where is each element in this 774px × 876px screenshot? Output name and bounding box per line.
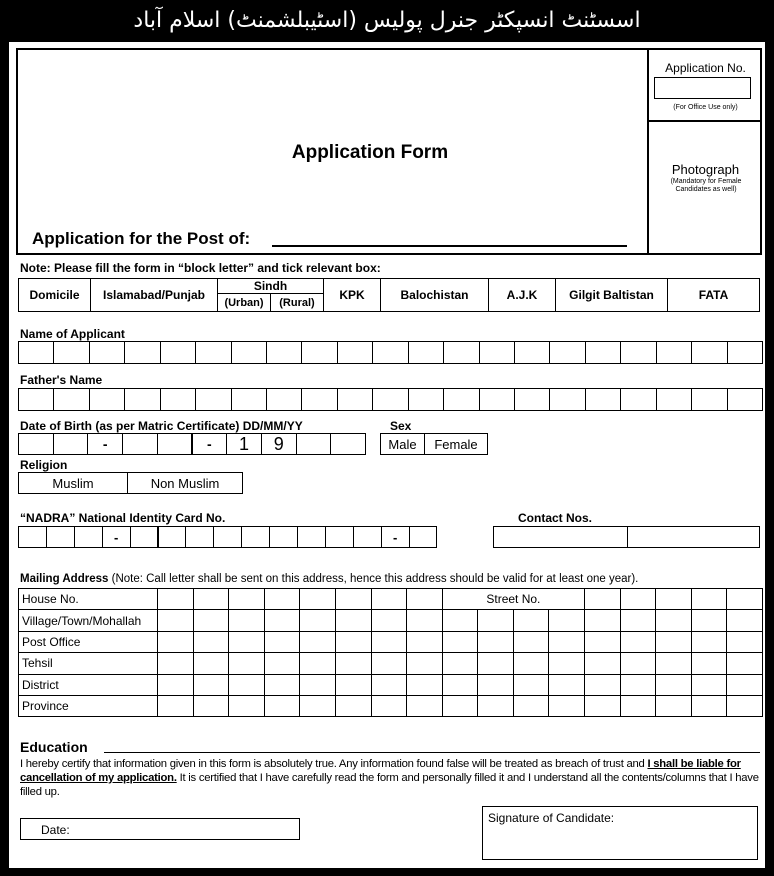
dob-box: 1: [226, 433, 262, 455]
education-label: Education: [20, 739, 88, 755]
address-char-box[interactable]: [335, 631, 372, 653]
father-name-char-box[interactable]: [656, 388, 692, 411]
name-char-box[interactable]: [301, 341, 337, 364]
name-char-box[interactable]: [266, 341, 302, 364]
address-char-box[interactable]: [299, 674, 336, 696]
address-char-box[interactable]: [584, 695, 621, 717]
father-name-char-box[interactable]: [301, 388, 337, 411]
signature-field[interactable]: [482, 806, 758, 860]
address-char-box[interactable]: [371, 674, 408, 696]
address-char-box[interactable]: [299, 652, 336, 674]
address-row-label: Province: [18, 695, 158, 717]
name-char-box[interactable]: [124, 341, 160, 364]
address-char-box[interactable]: [691, 588, 728, 610]
urdu-header: اسسٹنٹ انسپکٹر جنرل پولیس (اسٹیبلشمنٹ) اسلام آباد: [133, 8, 641, 33]
cnic-box[interactable]: [325, 526, 354, 548]
address-char-box[interactable]: [157, 674, 194, 696]
address-char-box[interactable]: [691, 674, 728, 696]
father-name-char-box[interactable]: [124, 388, 160, 411]
cnic-box[interactable]: [213, 526, 242, 548]
address-char-box[interactable]: [726, 631, 763, 653]
address-char-box[interactable]: [477, 609, 514, 631]
date-label: Date:: [41, 823, 70, 837]
cnic-label: “NADRA” National Identity Card No.: [20, 511, 226, 525]
father-name-char-box[interactable]: [231, 388, 267, 411]
address-char-box[interactable]: [228, 652, 265, 674]
address-char-box[interactable]: [655, 674, 692, 696]
certify-emphasis: I shall be liable for cancellation of my application.: [20, 758, 741, 784]
address-char-box[interactable]: [477, 631, 514, 653]
father-name-char-box[interactable]: [266, 388, 302, 411]
right-column: [647, 48, 649, 255]
domicile-sindh-rural[interactable]: (Rural): [270, 293, 324, 312]
father-name-char-box[interactable]: [443, 388, 479, 411]
father-name-char-box[interactable]: [337, 388, 373, 411]
address-char-box[interactable]: [548, 695, 585, 717]
name-char-box[interactable]: [514, 341, 550, 364]
dob-box[interactable]: [296, 433, 332, 455]
father-name-char-box[interactable]: [620, 388, 656, 411]
sex-female[interactable]: Female: [424, 433, 488, 455]
address-char-box[interactable]: [726, 695, 763, 717]
office-use-note: (For Office Use only): [673, 104, 738, 111]
address-char-box[interactable]: [228, 588, 265, 610]
address-char-box[interactable]: [157, 588, 194, 610]
dob-box[interactable]: [157, 433, 193, 455]
app-no-label: Application No.: [665, 61, 746, 75]
father-name-char-box[interactable]: [514, 388, 550, 411]
domicile-islamabad-punjab[interactable]: Islamabad/Punjab: [90, 278, 218, 312]
address-char-box[interactable]: [406, 609, 443, 631]
father-name-char-box[interactable]: [195, 388, 231, 411]
post-input[interactable]: [272, 245, 627, 247]
name-char-box[interactable]: [479, 341, 515, 364]
address-char-box[interactable]: [371, 609, 408, 631]
address-char-box[interactable]: [477, 652, 514, 674]
father-name-char-box[interactable]: [408, 388, 444, 411]
form-title: Application Form: [291, 142, 449, 163]
domicile-sindh: Sindh: [217, 278, 324, 294]
name-char-box[interactable]: [691, 341, 727, 364]
address-char-box[interactable]: [442, 631, 479, 653]
address-row-label: Village/Town/Mohallah: [18, 609, 158, 631]
address-char-box[interactable]: [513, 695, 550, 717]
father-name-char-box[interactable]: [89, 388, 125, 411]
domicile-label: Domicile: [18, 278, 91, 312]
address-char-box[interactable]: [655, 588, 692, 610]
address-char-box[interactable]: [655, 631, 692, 653]
address-char-box[interactable]: [371, 631, 408, 653]
father-name-char-box[interactable]: [549, 388, 585, 411]
contact-label: Contact Nos.: [518, 511, 593, 525]
photo-note: (Mandatory for Female Candidates as well): [670, 178, 742, 193]
address-char-box[interactable]: [584, 652, 621, 674]
address-char-box[interactable]: [691, 652, 728, 674]
name-char-box[interactable]: [585, 341, 621, 364]
name-char-box[interactable]: [160, 341, 196, 364]
address-char-box[interactable]: [264, 695, 301, 717]
father-name-char-box[interactable]: [372, 388, 408, 411]
address-char-box[interactable]: [193, 609, 230, 631]
address-char-box[interactable]: [264, 631, 301, 653]
address-char-box[interactable]: [620, 652, 657, 674]
address-char-box[interactable]: [406, 674, 443, 696]
father-name-char-box[interactable]: [691, 388, 727, 411]
address-char-box[interactable]: [193, 674, 230, 696]
name-char-box[interactable]: [337, 341, 373, 364]
address-char-box[interactable]: [335, 674, 372, 696]
address-char-box[interactable]: [726, 652, 763, 674]
cnic-box[interactable]: [158, 526, 187, 548]
address-char-box[interactable]: [548, 652, 585, 674]
address-char-box[interactable]: [193, 695, 230, 717]
name-char-box[interactable]: [372, 341, 408, 364]
address-char-box[interactable]: [620, 674, 657, 696]
dob-box[interactable]: [122, 433, 158, 455]
address-row-label: Tehsil: [18, 652, 158, 674]
address-char-box[interactable]: [406, 631, 443, 653]
cnic-box[interactable]: [18, 526, 47, 548]
address-char-box[interactable]: [655, 652, 692, 674]
address-char-box[interactable]: [584, 674, 621, 696]
religion-label: Religion: [20, 458, 68, 472]
address-char-box[interactable]: [299, 631, 336, 653]
post-label: Application for the Post of:: [32, 229, 251, 248]
cnic-box[interactable]: [241, 526, 270, 548]
father-name-char-box[interactable]: [585, 388, 621, 411]
dob-box: 9: [261, 433, 297, 455]
domicile-sindh-urban[interactable]: (Urban): [217, 293, 271, 312]
dob-box: -: [192, 433, 228, 455]
religion-non-muslim[interactable]: Non Muslim: [127, 472, 243, 494]
name-char-box[interactable]: [620, 341, 656, 364]
cnic-box[interactable]: [185, 526, 214, 548]
cnic-box[interactable]: [130, 526, 159, 548]
street-no-label: Street No.: [442, 588, 585, 610]
domicile-fata[interactable]: FATA: [667, 278, 760, 312]
father-name-char-box[interactable]: [18, 388, 54, 411]
address-note: (Note: Call letter shall be sent on this address, hence this address should be valid for at least one year).: [111, 573, 639, 585]
sex-male[interactable]: Male: [380, 433, 425, 455]
address-char-box[interactable]: [406, 588, 443, 610]
name-char-box[interactable]: [727, 341, 763, 364]
note: Note: Please fill the form in “block letter” and tick relevant box:: [20, 261, 381, 275]
address-char-box[interactable]: [477, 695, 514, 717]
name-char-box[interactable]: [549, 341, 585, 364]
address-char-box[interactable]: [620, 631, 657, 653]
certify-part1: I hereby certify that information given in this form is absolutely true. Any information found false will be treated as breach of trust and: [20, 758, 648, 770]
address-char-box[interactable]: [193, 588, 230, 610]
address-char-box[interactable]: [691, 695, 728, 717]
address-char-box[interactable]: [228, 695, 265, 717]
name-char-box[interactable]: [231, 341, 267, 364]
address-row-label: House No.: [18, 588, 158, 610]
address-char-box[interactable]: [620, 609, 657, 631]
address-char-box[interactable]: [726, 674, 763, 696]
address-char-box[interactable]: [691, 609, 728, 631]
father-name-char-box[interactable]: [479, 388, 515, 411]
address-char-box[interactable]: [584, 588, 621, 610]
address-label: Mailing Address: [20, 573, 109, 585]
address-char-box[interactable]: [513, 631, 550, 653]
cnic-box: -: [102, 526, 131, 548]
signature-label: Signature of Candidate:: [488, 811, 615, 825]
address-row-label: Post Office: [18, 631, 158, 653]
address-char-box[interactable]: [726, 609, 763, 631]
address-char-box[interactable]: [584, 631, 621, 653]
photo-label[interactable]: Photograph: [671, 162, 740, 177]
name-char-box[interactable]: [53, 341, 89, 364]
domicile-kpk[interactable]: KPK: [323, 278, 381, 312]
address-char-box[interactable]: [228, 674, 265, 696]
father-name-char-box[interactable]: [53, 388, 89, 411]
address-char-box[interactable]: [193, 652, 230, 674]
cnic-box[interactable]: [297, 526, 326, 548]
address-char-box[interactable]: [655, 609, 692, 631]
right-divider: [647, 120, 762, 122]
address-char-box[interactable]: [371, 695, 408, 717]
cnic-box[interactable]: [269, 526, 298, 548]
father-name-char-box[interactable]: [727, 388, 763, 411]
address-char-box[interactable]: [264, 609, 301, 631]
address-char-box[interactable]: [442, 695, 479, 717]
cnic-box: -: [381, 526, 410, 548]
address-char-box[interactable]: [655, 695, 692, 717]
address-char-box[interactable]: [442, 652, 479, 674]
address-row-label: District: [18, 674, 158, 696]
sex-label: Sex: [390, 419, 412, 433]
cnic-box[interactable]: [46, 526, 75, 548]
address-char-box[interactable]: [299, 695, 336, 717]
address-char-box[interactable]: [691, 631, 728, 653]
domicile-gilgit-baltistan[interactable]: Gilgit Baltistan: [555, 278, 668, 312]
contact-input-1[interactable]: [493, 526, 628, 548]
name-char-box[interactable]: [18, 341, 54, 364]
dob-box[interactable]: [18, 433, 54, 455]
name-char-box[interactable]: [408, 341, 444, 364]
dob-box[interactable]: [330, 433, 366, 455]
dob-label: Date of Birth (as per Matric Certificate) DD/MM/YY: [20, 419, 303, 433]
address-char-box[interactable]: [548, 674, 585, 696]
address-char-box[interactable]: [157, 609, 194, 631]
app-no-input[interactable]: [654, 77, 751, 99]
name-char-box[interactable]: [195, 341, 231, 364]
dob-box[interactable]: [53, 433, 89, 455]
address-char-box[interactable]: [335, 588, 372, 610]
address-char-box[interactable]: [406, 695, 443, 717]
address-char-box[interactable]: [371, 588, 408, 610]
address-char-box[interactable]: [299, 588, 336, 610]
address-heading: [20, 573, 638, 585]
date-field[interactable]: [20, 818, 300, 840]
address-char-box[interactable]: [228, 631, 265, 653]
address-char-box[interactable]: [335, 652, 372, 674]
address-char-box[interactable]: [548, 609, 585, 631]
address-char-box[interactable]: [335, 609, 372, 631]
dob-box: -: [87, 433, 123, 455]
cnic-box[interactable]: [409, 526, 438, 548]
domicile-ajk[interactable]: A.J.K: [488, 278, 556, 312]
address-char-box[interactable]: [406, 652, 443, 674]
cnic-box[interactable]: [353, 526, 382, 548]
address-char-box[interactable]: [157, 652, 194, 674]
address-char-box[interactable]: [620, 588, 657, 610]
address-char-box[interactable]: [371, 652, 408, 674]
certify-part2: It is certified that I have carefully read the form and personally filled it and I understand all the contents/columns that I have filled up.: [20, 772, 759, 798]
address-char-box[interactable]: [513, 674, 550, 696]
address-char-box[interactable]: [264, 674, 301, 696]
certification-text: [20, 757, 762, 799]
name-label: Name of Applicant: [20, 327, 125, 341]
address-char-box[interactable]: [299, 609, 336, 631]
address-char-box[interactable]: [513, 609, 550, 631]
father-name-char-box[interactable]: [160, 388, 196, 411]
address-char-box[interactable]: [228, 609, 265, 631]
name-char-box[interactable]: [89, 341, 125, 364]
cnic-box[interactable]: [74, 526, 103, 548]
address-char-box[interactable]: [157, 631, 194, 653]
address-char-box[interactable]: [157, 695, 194, 717]
address-char-box[interactable]: [620, 695, 657, 717]
address-char-box[interactable]: [442, 674, 479, 696]
address-char-box[interactable]: [335, 695, 372, 717]
address-char-box[interactable]: [442, 609, 479, 631]
address-char-box[interactable]: [726, 588, 763, 610]
address-char-box[interactable]: [264, 652, 301, 674]
address-char-box[interactable]: [584, 609, 621, 631]
address-char-box[interactable]: [477, 674, 514, 696]
name-char-box[interactable]: [656, 341, 692, 364]
contact-input-2[interactable]: [627, 526, 760, 548]
address-char-box[interactable]: [193, 631, 230, 653]
education-line[interactable]: [104, 752, 760, 753]
name-char-box[interactable]: [443, 341, 479, 364]
address-char-box[interactable]: [548, 631, 585, 653]
address-char-box[interactable]: [264, 588, 301, 610]
address-char-box[interactable]: [513, 652, 550, 674]
father-label: Father's Name: [20, 373, 103, 387]
religion-muslim[interactable]: Muslim: [18, 472, 128, 494]
domicile-balochistan[interactable]: Balochistan: [380, 278, 489, 312]
